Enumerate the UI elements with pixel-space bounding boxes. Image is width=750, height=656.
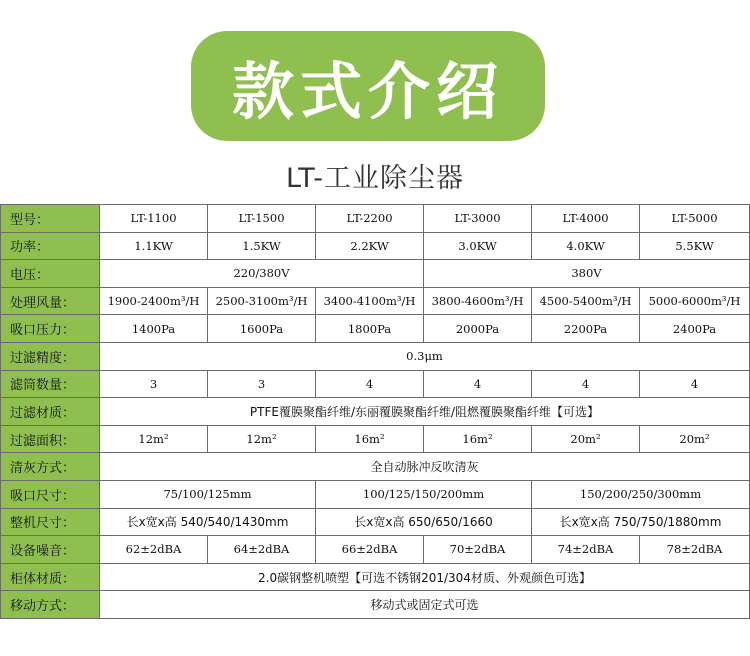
- row-label: 电压：: [1, 260, 100, 288]
- table-cell: 1400Pa: [100, 315, 208, 343]
- table-row-area: [1, 425, 750, 453]
- row-label: 过滤面积：: [1, 425, 100, 453]
- table-cell: 3800-4600m³/H: [424, 287, 532, 315]
- table-cell: 4: [424, 370, 532, 398]
- table-cell: 12m²: [100, 425, 208, 453]
- table-cell: 长x宽x高 750/750/1880mm: [532, 508, 750, 536]
- table-row-mobility: [1, 591, 750, 619]
- table-cell: 3: [100, 370, 208, 398]
- row-label: 吸口尺寸：: [1, 480, 100, 508]
- banner-title: 款式介绍: [231, 54, 504, 128]
- table-cell: 16m²: [316, 425, 424, 453]
- table-cell: 5.5KW: [640, 232, 750, 260]
- table-cell: 3.0KW: [424, 232, 532, 260]
- table-row-dimensions: [1, 508, 750, 536]
- table-cell: 220/380V: [100, 260, 424, 288]
- row-label: 功率：: [1, 232, 100, 260]
- table-cell: 1800Pa: [316, 315, 424, 343]
- row-label: 设备噪音：: [1, 536, 100, 564]
- table-cell: 2200Pa: [532, 315, 640, 343]
- table-cell: 0.3μm: [100, 342, 750, 370]
- table-cell: 1.1KW: [100, 232, 208, 260]
- table-cell: LT-5000: [640, 205, 750, 233]
- row-label: 清灰方式：: [1, 453, 100, 481]
- table-row-cleaning: [1, 453, 750, 481]
- table-cell: 78±2dBA: [640, 536, 750, 564]
- table-cell: LT-4000: [532, 205, 640, 233]
- table-cell: 5000-6000m³/H: [640, 287, 750, 315]
- table-row-airflow: [1, 287, 750, 315]
- product-subtitle: LT-工业除尘器: [285, 163, 465, 194]
- table-row-suction: [1, 315, 750, 343]
- table-cell: 2.0碳钢整机喷塑【可选不锈钢201/304材质、外观颜色可选】: [100, 563, 750, 591]
- table-cell: 2500-3100m³/H: [208, 287, 316, 315]
- table-cell: 3400-4100m³/H: [316, 287, 424, 315]
- table-cell: 62±2dBA: [100, 536, 208, 564]
- table-row-material: [1, 398, 750, 426]
- table-cell: 4.0KW: [532, 232, 640, 260]
- table-cell: 100/125/150/200mm: [316, 480, 532, 508]
- row-label: 吸口压力：: [1, 315, 100, 343]
- row-label: 移动方式：: [1, 591, 100, 619]
- table-cell: PTFE覆膜聚酯纤维/东丽覆膜聚酯纤维/阻燃覆膜聚酯纤维【可选】: [100, 398, 750, 426]
- table-cell: 380V: [424, 260, 750, 288]
- table-cell: LT-3000: [424, 205, 532, 233]
- row-label: 处理风量：: [1, 287, 100, 315]
- table-cell: LT-2200: [316, 205, 424, 233]
- table-cell: 4: [532, 370, 640, 398]
- table-row-precision: [1, 342, 750, 370]
- table-cell: 3: [208, 370, 316, 398]
- table-cell: 20m²: [640, 425, 750, 453]
- table-cell: 12m²: [208, 425, 316, 453]
- table-row-cabinet: [1, 563, 750, 591]
- table-cell: 4: [316, 370, 424, 398]
- row-label: 整机尺寸：: [1, 508, 100, 536]
- table-cell: 移动式或固定式可选: [100, 591, 750, 619]
- table-cell: 1900-2400m³/H: [100, 287, 208, 315]
- table-row-power: [1, 232, 750, 260]
- row-label: 过滤精度：: [1, 342, 100, 370]
- table-cell: 66±2dBA: [316, 536, 424, 564]
- title-banner: [191, 31, 545, 141]
- table-cell: 74±2dBA: [532, 536, 640, 564]
- table-cell: LT-1500: [208, 205, 316, 233]
- row-label: 型号：: [1, 205, 100, 233]
- row-label: 过滤材质：: [1, 398, 100, 426]
- table-cell: 75/100/125mm: [100, 480, 316, 508]
- table-cell: 4: [640, 370, 750, 398]
- table-row-voltage: [1, 260, 750, 288]
- table-cell: 1.5KW: [208, 232, 316, 260]
- table-row-cartridges: [1, 370, 750, 398]
- table-cell: LT-1100: [100, 205, 208, 233]
- table-cell: 2.2KW: [316, 232, 424, 260]
- table-cell: 全自动脉冲反吹清灰: [100, 453, 750, 481]
- table-cell: 长x宽x高 650/650/1660: [316, 508, 532, 536]
- table-cell: 150/200/250/300mm: [532, 480, 750, 508]
- row-label: 柜体材质：: [1, 563, 100, 591]
- table-row-noise: [1, 536, 750, 564]
- table-cell: 16m²: [424, 425, 532, 453]
- table-row-model: [1, 205, 750, 233]
- table-cell: 1600Pa: [208, 315, 316, 343]
- spec-table: [0, 204, 750, 619]
- table-cell: 20m²: [532, 425, 640, 453]
- table-cell: 70±2dBA: [424, 536, 532, 564]
- table-cell: 长x宽x高 540/540/1430mm: [100, 508, 316, 536]
- table-cell: 64±2dBA: [208, 536, 316, 564]
- table-cell: 2000Pa: [424, 315, 532, 343]
- table-cell: 2400Pa: [640, 315, 750, 343]
- row-label: 滤筒数量：: [1, 370, 100, 398]
- table-row-inlet: [1, 480, 750, 508]
- table-cell: 4500-5400m³/H: [532, 287, 640, 315]
